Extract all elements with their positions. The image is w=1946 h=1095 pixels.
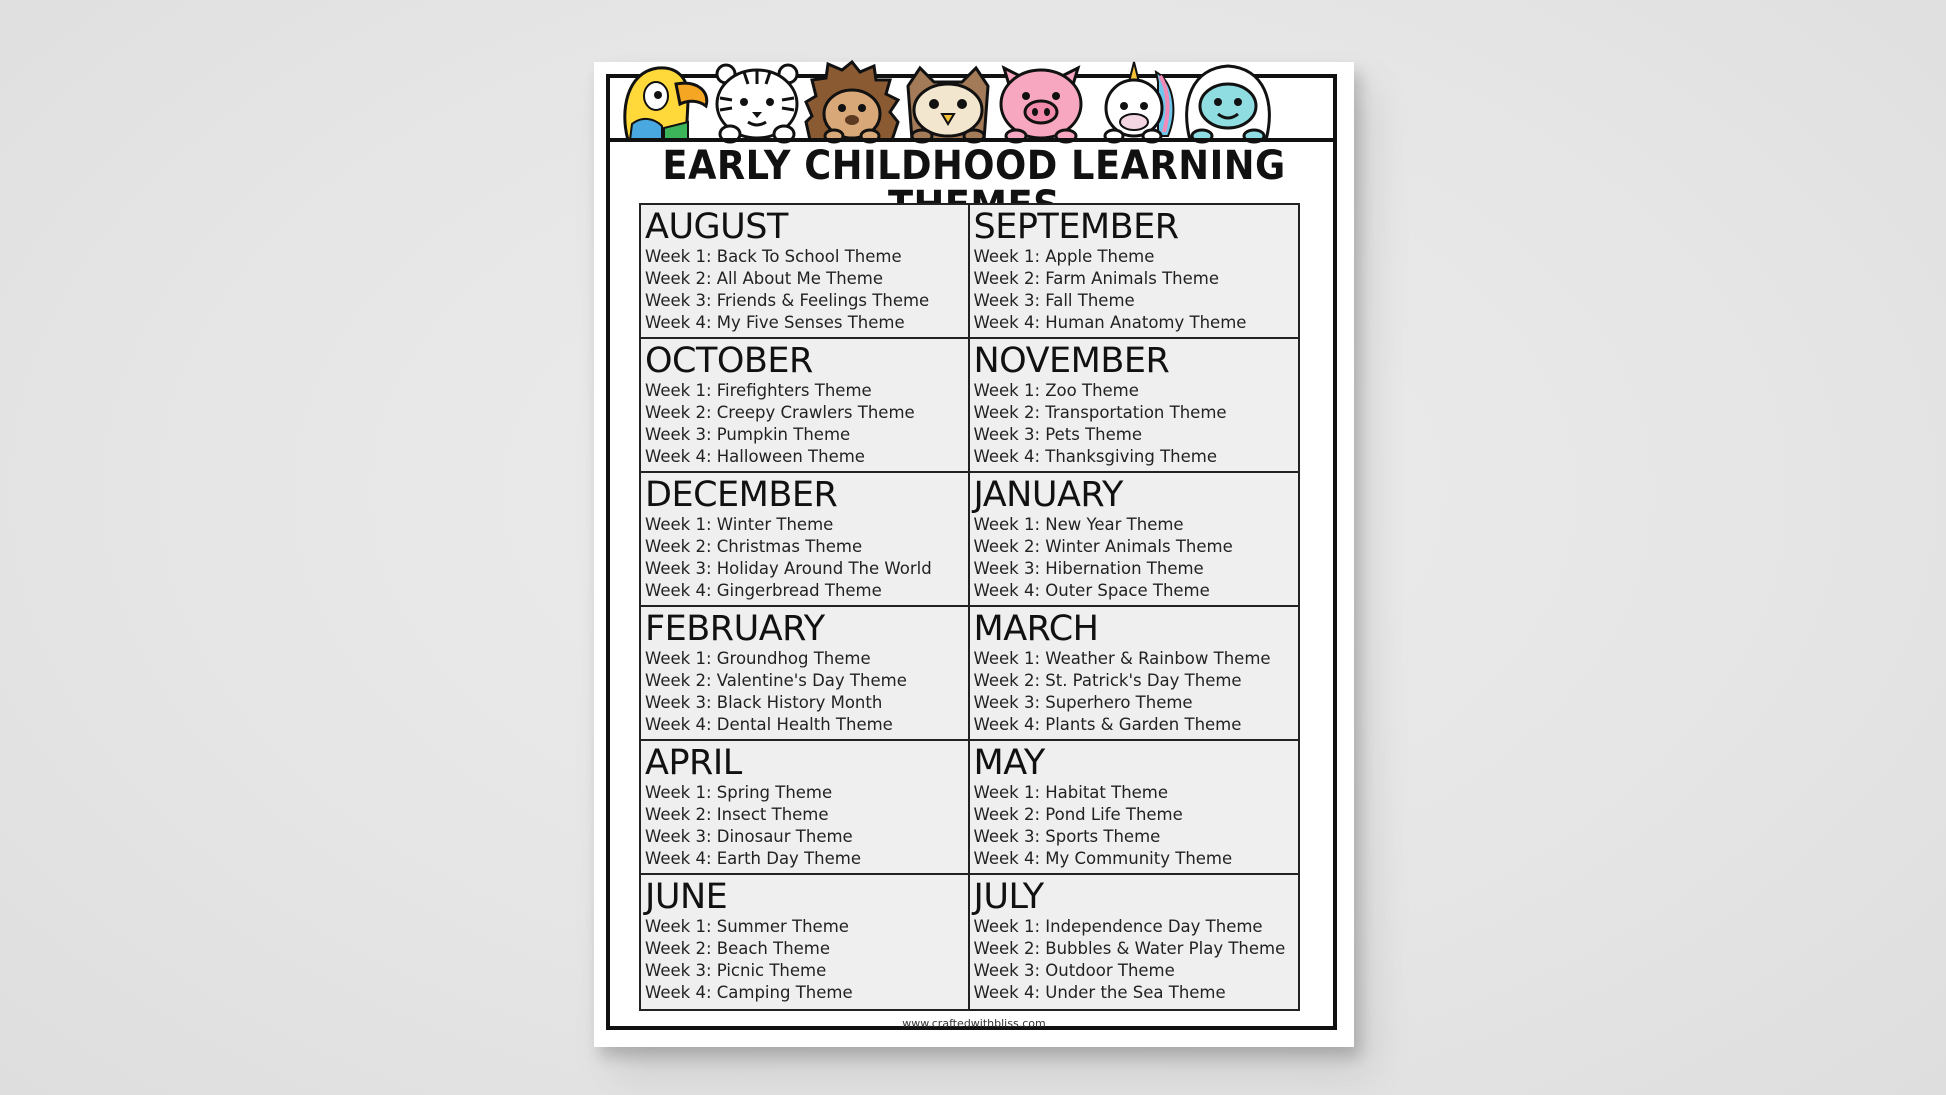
week-item: Week 3: Outdoor Theme	[973, 961, 1175, 980]
month-cell	[970, 339, 1299, 473]
week-item: Week 3: Fall Theme	[973, 291, 1135, 310]
week-item: Week 4: Dental Health Theme	[645, 715, 893, 734]
month-cell	[970, 205, 1299, 339]
unicorn-icon	[1105, 62, 1173, 142]
week-item: Week 1: Habitat Theme	[973, 783, 1169, 802]
week-item: Week 1: Back To School Theme	[645, 247, 902, 266]
week-item: Week 2: Farm Animals Theme	[973, 269, 1220, 288]
tiger-icon	[717, 65, 797, 142]
week-item: Week 4: Halloween Theme	[645, 447, 865, 466]
poster-sheet	[594, 62, 1354, 1047]
month-cell	[970, 741, 1299, 875]
week-item: Week 1: Spring Theme	[645, 783, 833, 802]
week-item: Week 2: Christmas Theme	[645, 537, 863, 556]
month-heading: JUNE	[645, 877, 728, 917]
week-item: Week 3: Pumpkin Theme	[645, 425, 851, 444]
week-item: Week 2: Transportation Theme	[973, 403, 1227, 422]
month-heading: JULY	[973, 877, 1044, 917]
week-item: Week 1: New Year Theme	[973, 515, 1184, 534]
month-heading: OCTOBER	[645, 341, 813, 381]
week-item: Week 4: My Community Theme	[973, 849, 1233, 868]
week-item: Week 3: Picnic Theme	[645, 961, 827, 980]
month-heading: APRIL	[645, 743, 742, 783]
week-item: Week 2: Creepy Crawlers Theme	[645, 403, 915, 422]
week-item: Week 2: All About Me Theme	[645, 269, 884, 288]
footer-url: www.craftedwithbliss.com	[902, 1017, 1046, 1030]
month-cell	[970, 473, 1299, 607]
month-cell	[970, 875, 1299, 1009]
week-item: Week 3: Black History Month	[645, 693, 883, 712]
yeti-icon	[1187, 66, 1270, 142]
month-heading: MAY	[973, 743, 1045, 783]
week-item: Week 3: Superhero Theme	[973, 693, 1193, 712]
week-item: Week 1: Independence Day Theme	[973, 917, 1263, 936]
month-heading: AUGUST	[645, 207, 788, 247]
week-item: Week 4: Outer Space Theme	[973, 581, 1210, 600]
week-item: Week 1: Winter Theme	[645, 515, 834, 534]
week-item: Week 3: Pets Theme	[973, 425, 1142, 444]
week-item: Week 1: Groundhog Theme	[645, 649, 871, 668]
month-heading: NOVEMBER	[973, 341, 1170, 381]
month-cell	[641, 473, 970, 607]
month-cell	[641, 205, 970, 339]
themes-grid	[639, 203, 1300, 1011]
owl-icon	[908, 68, 988, 142]
parrot-icon	[625, 68, 707, 140]
week-item: Week 3: Dinosaur Theme	[645, 827, 853, 846]
month-heading: FEBRUARY	[645, 609, 825, 649]
week-item: Week 3: Sports Theme	[973, 827, 1161, 846]
week-item: Week 3: Friends & Feelings Theme	[645, 291, 930, 310]
page-title: EARLY CHILDHOOD LEARNING	[662, 143, 1286, 189]
week-item: Week 3: Holiday Around The World	[645, 559, 932, 578]
week-item: Week 2: Pond Life Theme	[973, 805, 1183, 824]
month-cell	[641, 607, 970, 741]
month-cell	[641, 875, 970, 1009]
week-item: Week 2: Insect Theme	[645, 805, 829, 824]
week-item: Week 4: Earth Day Theme	[645, 849, 861, 868]
week-item: Week 4: Under the Sea Theme	[973, 983, 1226, 1002]
month-heading: JANUARY	[973, 475, 1123, 515]
month-heading: MARCH	[973, 609, 1099, 649]
week-item: Week 4: Gingerbread Theme	[645, 581, 882, 600]
week-item: Week 2: Winter Animals Theme	[973, 537, 1233, 556]
week-item: Week 1: Firefighters Theme	[645, 381, 872, 400]
week-item: Week 1: Apple Theme	[973, 247, 1155, 266]
week-item: Week 1: Summer Theme	[645, 917, 849, 936]
week-item: Week 4: Thanksgiving Theme	[973, 447, 1218, 466]
week-item: Week 4: Human Anatomy Theme	[973, 313, 1247, 332]
pig-icon	[1001, 68, 1081, 142]
month-heading: SEPTEMBER	[973, 207, 1179, 247]
month-cell	[641, 741, 970, 875]
week-item: Week 4: My Five Senses Theme	[645, 313, 905, 332]
week-item: Week 3: Hibernation Theme	[973, 559, 1204, 578]
week-item: Week 4: Plants & Garden Theme	[973, 715, 1242, 734]
week-item: Week 2: St. Patrick's Day Theme	[973, 671, 1242, 690]
week-item: Week 4: Camping Theme	[645, 983, 853, 1002]
week-item: Week 2: Valentine's Day Theme	[645, 671, 907, 690]
month-cell	[970, 607, 1299, 741]
week-item: Week 1: Weather & Rainbow Theme	[973, 649, 1271, 668]
week-item: Week 2: Beach Theme	[645, 939, 831, 958]
month-cell	[641, 339, 970, 473]
week-item: Week 2: Bubbles & Water Play Theme	[973, 939, 1286, 958]
hedgehog-icon	[806, 62, 898, 142]
week-item: Week 1: Zoo Theme	[973, 381, 1139, 400]
animal-banner	[610, 62, 1337, 142]
month-heading: DECEMBER	[645, 475, 838, 515]
